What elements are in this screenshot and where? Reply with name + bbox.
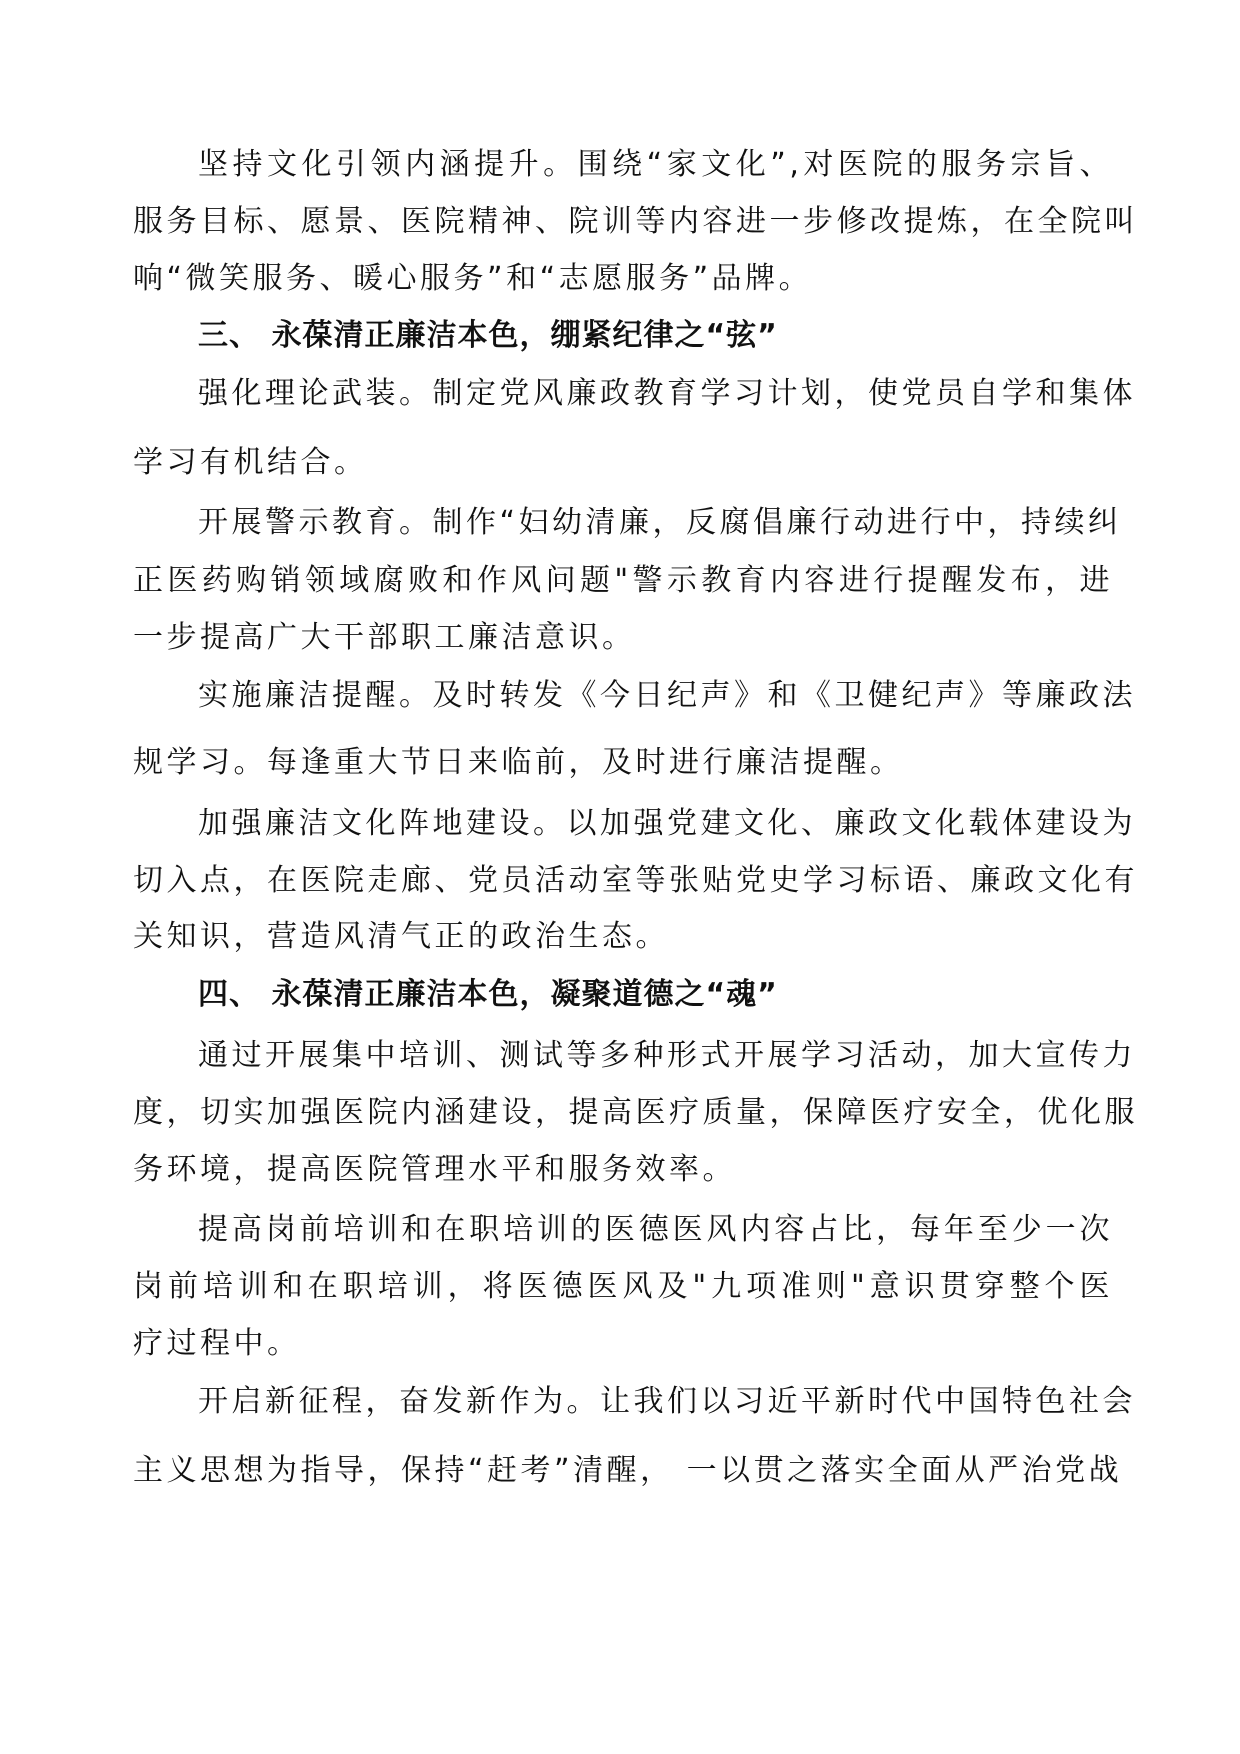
paragraph-line: 规学习。每逢重大节日来临前，及时进行廉洁提醒。: [133, 745, 904, 780]
paragraph-line: 实施廉洁提醒。及时转发《今日纪声》和《卫健纪声》等廉政法: [198, 678, 1136, 713]
paragraph-line: 度，切实加强医院内涵建设，提高医疗质量，保障医疗安全，优化服: [133, 1095, 1138, 1130]
paragraph-line: 岗前培训和在职培训，将医德医风及"九项准则"意识贯穿整个医: [133, 1269, 1113, 1304]
paragraph-line: 服务目标、愿景、医院精神、院训等内容进一步修改提炼，在全院叫: [133, 204, 1138, 239]
section-heading: 三、 永葆清正廉洁本色，绷紧纪律之“弦”: [198, 318, 778, 353]
paragraph-line: 响“微笑服务、暖心服务”和“志愿服务”品牌。: [133, 261, 813, 296]
paragraph-line: 一步提高广大干部职工廉洁意识。: [133, 620, 636, 655]
paragraph-line: 坚持文化引领内涵提升。围绕“家文化”,对医院的服务宗旨、: [198, 147, 1113, 182]
paragraph-line: 务环境，提高医院管理水平和服务效率。: [133, 1152, 736, 1187]
paragraph-line: 强化理论武装。制定党风廉政教育学习计划，使党员自学和集体: [198, 376, 1136, 411]
paragraph-line: 开展警示教育。制作“妇幼清廉，反腐倡廉行动进行中，持续纠: [198, 505, 1122, 540]
paragraph-line: 提高岗前培训和在职培训的医德医风内容占比，每年至少一次: [198, 1212, 1113, 1247]
paragraph-line: 学习有机结合。: [133, 445, 368, 480]
paragraph-line: 关知识，营造风清气正的政治生态。: [133, 919, 669, 954]
paragraph-line: 加强廉洁文化阵地建设。以加强党建文化、廉政文化载体建设为: [198, 806, 1136, 841]
paragraph-line: 主义思想为指导，保持“赶考”清醒， 一以贯之落实全面从严治党战: [133, 1453, 1123, 1488]
paragraph-line: 正医药购销领域腐败和作风问题"警示教育内容进行提醒发布，进: [133, 563, 1113, 598]
paragraph-line: 切入点，在医院走廊、党员活动室等张贴党史学习标语、廉政文化有: [133, 863, 1138, 898]
paragraph-line: 通过开展集中培训、测试等多种形式开展学习活动，加大宣传力: [198, 1038, 1136, 1073]
section-heading: 四、 永葆清正廉洁本色，凝聚道德之“魂”: [198, 977, 778, 1012]
paragraph-line: 开启新征程，奋发新作为。让我们以习近平新时代中国特色社会: [198, 1384, 1136, 1419]
paragraph-line: 疗过程中。: [133, 1326, 301, 1361]
